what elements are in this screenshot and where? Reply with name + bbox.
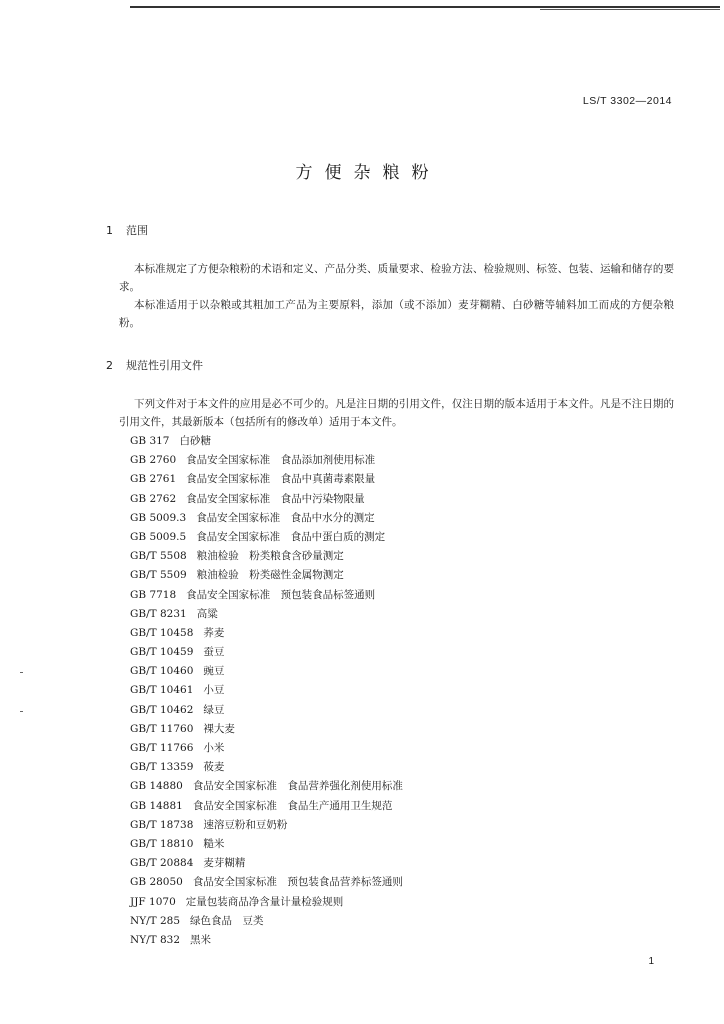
reference-title: 食品安全国家标准 食品营养强化剂使用标准 [192,780,403,793]
reference-code: GB/T 5508 [130,550,187,563]
reference-item [130,873,403,892]
section-2-heading [106,357,203,373]
section-1-heading [106,222,148,238]
reference-title: 高粱 [196,607,218,620]
reference-title: 绿色食品 豆类 [190,914,264,927]
reference-code: GB/T 20884 [130,857,194,870]
standard-code: LS/T 3302—2014 [582,95,672,107]
reference-title: 荞麦 [203,626,225,639]
reference-item [130,432,403,451]
reference-title: 豌豆 [203,665,225,678]
reference-code: NY/T 832 [130,933,181,946]
reference-code: GB 2762 [130,492,177,505]
reference-item [130,777,403,796]
reference-item [130,720,403,739]
reference-item [130,528,403,547]
reference-title: 蚕豆 [203,646,225,659]
reference-title: 食品安全国家标准 食品中蛋白质的测定 [196,530,386,543]
reference-code: GB/T 5509 [130,569,187,582]
reference-code: GB 14880 [130,780,183,793]
reference-title: 食品安全国家标准 预包装食品标签通则 [186,588,376,601]
section-2-title: 规范性引用文件 [126,359,203,372]
reference-code: GB/T 11760 [130,722,194,735]
reference-item [130,816,403,835]
header-rule-secondary [540,9,720,10]
reference-item [130,854,403,873]
reference-item [130,509,403,528]
margin-mark [20,711,23,712]
reference-title: 裸大麦 [203,722,235,735]
section-1-paragraph-1: 本标准规定了方便杂粮粉的术语和定义、产品分类、质量要求、检验方法、检验规则、标签、包装、运输和储存的要求。 [119,263,674,293]
reference-item [130,586,403,605]
page-number: 1 [648,956,654,967]
reference-list [130,432,403,950]
reference-title: 食品安全国家标准 预包装食品营养标签通则 [192,876,403,889]
section-1-number: 1 [106,224,113,237]
reference-item [130,451,403,470]
reference-title: 粮油检验 粉类粮食含砂量测定 [196,550,344,563]
reference-code: GB/T 10459 [130,646,194,659]
reference-code: GB 2760 [130,454,177,467]
section-2-number: 2 [106,359,113,372]
reference-item [130,797,403,816]
reference-code: GB 28050 [130,876,183,889]
reference-item [130,701,403,720]
reference-title: 小豆 [203,684,225,697]
reference-item [130,547,403,566]
reference-item [130,490,403,509]
reference-code: GB 317 [130,435,170,447]
reference-code: GB/T 11766 [130,742,194,754]
reference-item [130,470,403,489]
reference-code: GB/T 18738 [130,818,194,831]
reference-title: 糙米 [203,837,225,850]
reference-title: 黑米 [190,933,212,946]
section-2-intro: 下列文件对于本文件的应用是必不可少的。凡是注日期的引用文件，仅注日期的版本适用于本文件。凡是不注日期的引用文件，其最新版本（包括所有的修改单）适用于本文件。 [119,398,674,428]
reference-title: 绿豆 [203,703,225,716]
reference-item [130,739,403,758]
reference-title: 速溶豆粉和豆奶粉 [203,818,288,831]
reference-code: GB/T 8231 [130,607,187,620]
reference-item [130,643,403,662]
document-title: 方便杂粮粉 [295,163,441,183]
reference-item [130,605,403,624]
reference-code: GB 5009.5 [130,530,187,543]
reference-item [130,662,403,681]
reference-title: 食品安全国家标准 食品中污染物限量 [186,492,365,505]
reference-code: GB/T 10460 [130,665,194,678]
reference-item [130,624,403,643]
reference-item [130,893,403,912]
reference-item [130,912,403,931]
margin-mark [20,672,23,673]
section-1-paragraph-2: 本标准适用于以杂粮或其粗加工产品为主要原料，添加（或不添加）麦芽糊精、白砂糖等辅料加工而成的方便杂粮粉。 [119,299,674,329]
reference-item [130,681,403,700]
reference-code: GB/T 18810 [130,837,194,850]
reference-code: GB 2761 [130,473,177,486]
reference-title: 食品安全国家标准 食品添加剂使用标准 [186,454,376,467]
reference-code: GB/T 10461 [130,684,194,697]
reference-title: 白砂糖 [179,435,211,447]
reference-title: 定量包装商品净含量计量检验规则 [185,895,344,908]
reference-title: 莜麦 [203,761,225,774]
reference-code: GB 5009.3 [130,511,187,524]
reference-item [130,566,403,585]
reference-code: JJF 1070 [130,895,176,908]
reference-item [130,758,403,777]
reference-title: 粮油检验 粉类磁性金属物测定 [196,569,344,582]
reference-title: 食品安全国家标准 食品生产通用卫生规范 [192,799,393,812]
reference-item [130,931,403,950]
reference-code: GB 7718 [130,588,177,601]
reference-code: GB/T 10462 [130,703,194,716]
reference-code: GB/T 10458 [130,626,194,639]
reference-code: NY/T 285 [130,914,181,927]
header-rule [130,6,720,8]
reference-code: GB 14881 [130,799,183,812]
reference-item [130,835,403,854]
section-1-title: 范围 [126,224,148,237]
reference-code: GB/T 13359 [130,761,194,774]
reference-title: 麦芽糊精 [203,857,246,870]
reference-title: 食品安全国家标准 食品中水分的测定 [196,511,375,524]
reference-title: 小米 [203,742,225,754]
reference-title: 食品安全国家标准 食品中真菌毒素限量 [186,473,376,486]
